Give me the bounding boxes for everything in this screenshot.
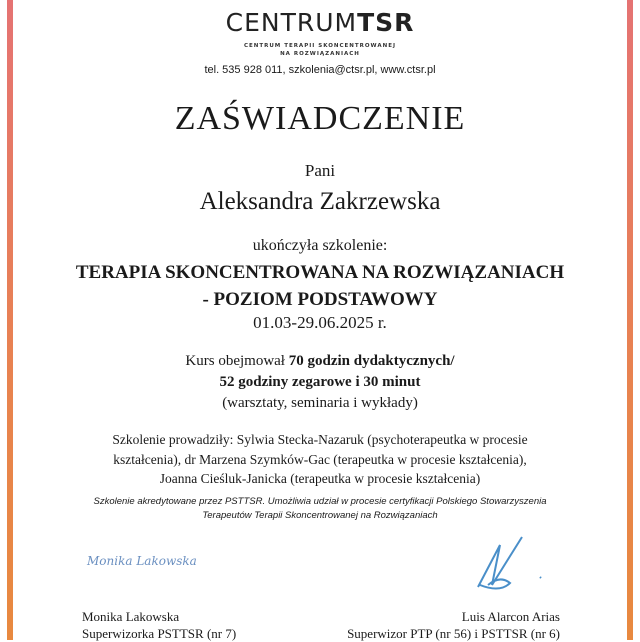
certificate-title: ZAŚWIADCZENIE — [174, 100, 466, 137]
signature-monika-lakowska — [85, 548, 205, 572]
course-hours: Kurs obejmował 70 godzin dydaktycznych/ 52 godziny zegarowe i 30 minut (warsztaty, seminaria i wykłady) — [185, 353, 455, 411]
salutation: Pani — [304, 161, 336, 180]
contact-info: tel. 535 928 011, szkolenia@ctsr.pl, www.ctsr.pl — [204, 64, 436, 76]
logo-subtitle: CENTRUM TERAPII SKONCENTROWANEJ NA ROZWIĄZANIACH — [243, 43, 397, 57]
course-leaders: Szkolenie prowadziły: Sylwia Stecka-Nazaruk (psychoterapeutka w procesie kształcenia), dr Marzena Szymków-Gac (terapeutka w procesie kształcenia), Joanna Cieśluk-Janicka (terapeutka w procesie kształcenia) — [112, 432, 528, 486]
logo: CENTRUMTSR — [225, 8, 415, 37]
recipient-name: Aleksandra Zakrzewska — [199, 188, 441, 215]
signatory-left: Monika Lakowska Superwizorka PSTTSR (nr 7) — [82, 609, 237, 641]
course-title: TERAPIA SKONCENTROWANA NA ROZWIĄZANIACH - POZIOM PODSTAWOWY — [75, 262, 565, 310]
signatory-right: Luis Alarcon Arias Superwizor PTP (nr 56) i PSTTSR (nr 6) — [347, 609, 560, 641]
signature-luis-alarcon-arias — [470, 535, 560, 595]
accreditation-note: Szkolenie akredytowane przez PSTTSR. Umożliwia udział w procesie certyfikacji Polskiego Stowarzyszenia Terapeutów Terapii Skoncentrowanej na Rozwiązaniach — [93, 496, 547, 521]
course-dates: 01.03-29.06.2025 r. — [253, 313, 387, 332]
completed-text: ukończyła szkolenie: — [252, 237, 388, 254]
svg-text:Monika Lakowska: Monika Lakowska — [87, 554, 197, 568]
